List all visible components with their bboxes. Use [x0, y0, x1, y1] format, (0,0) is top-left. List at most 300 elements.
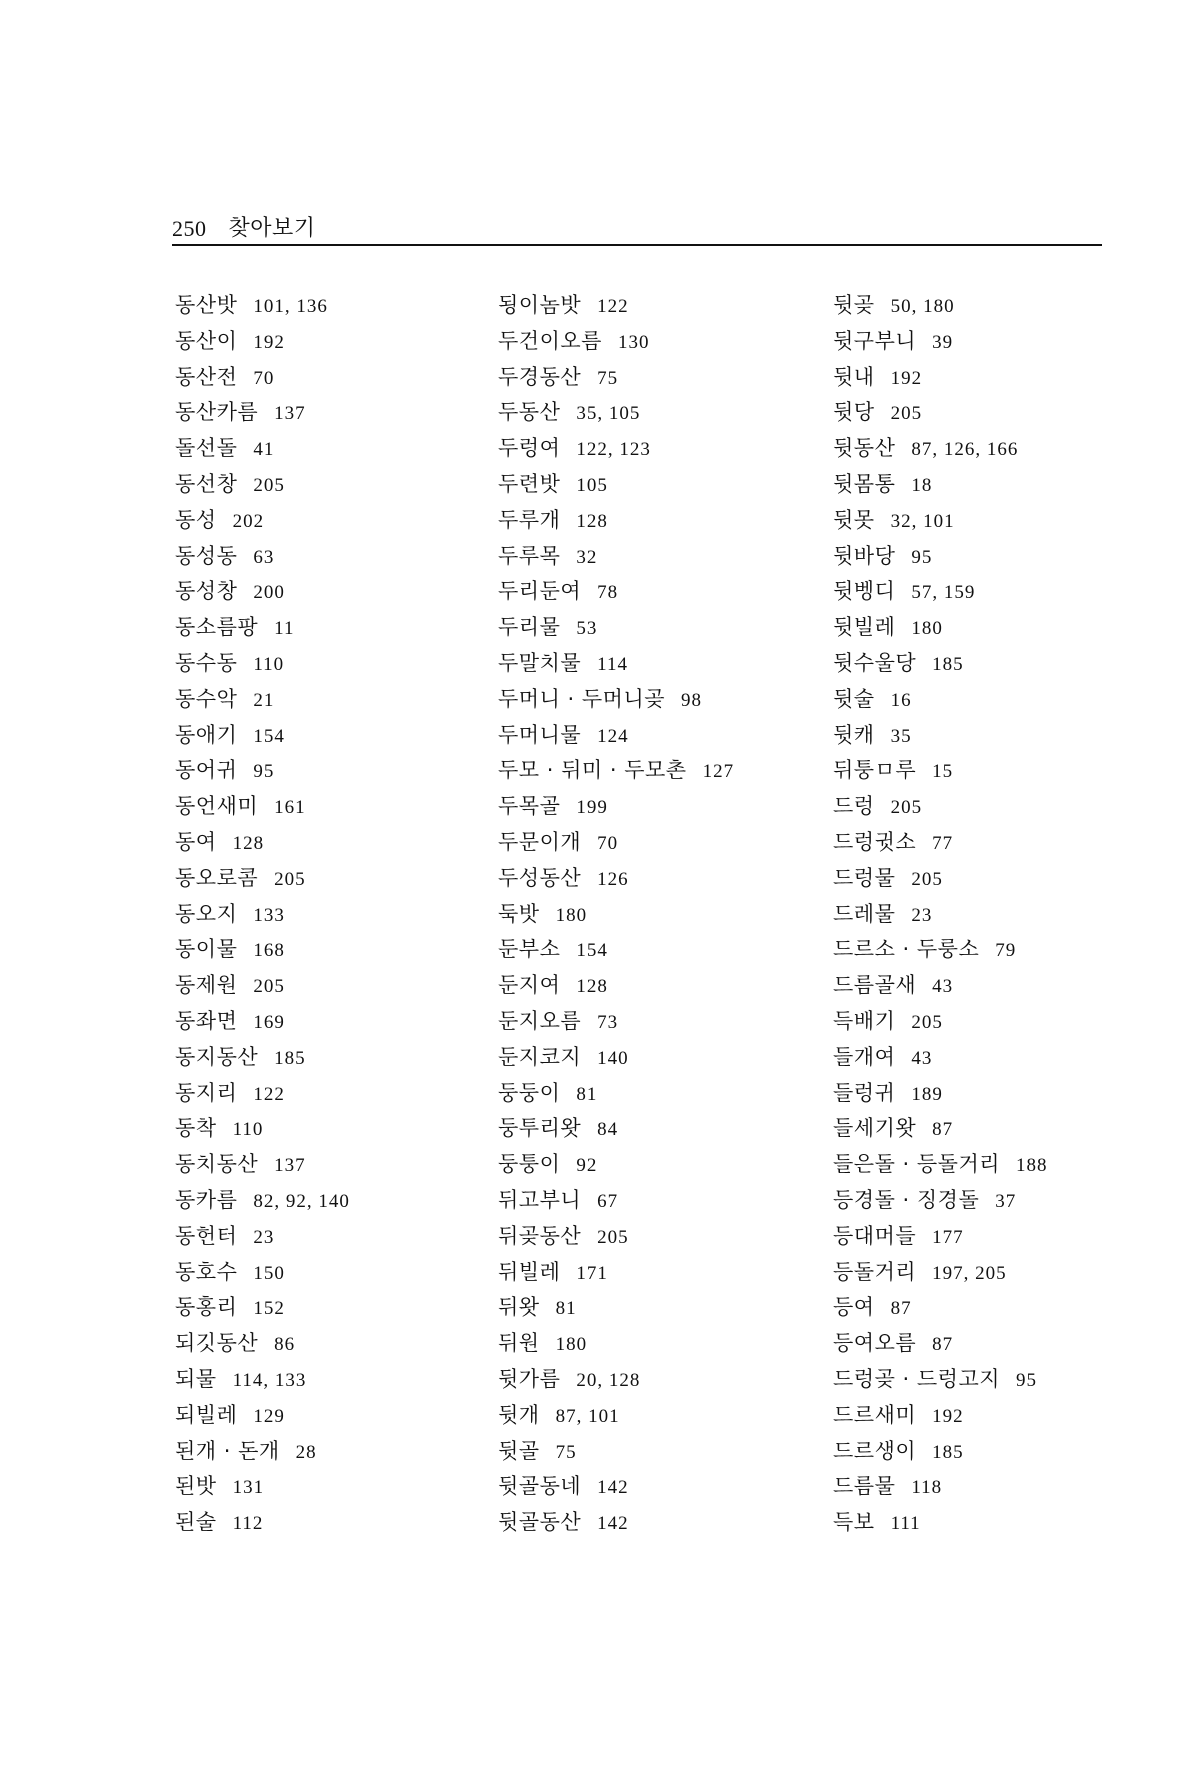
index-term: 된개 · 돈개 — [175, 1438, 280, 1463]
index-page-refs: 43 — [911, 1047, 933, 1069]
index-term: 뒷개 — [498, 1402, 540, 1427]
index-entry — [175, 288, 495, 324]
index-entry — [498, 467, 818, 503]
index-entry — [175, 825, 495, 861]
index-page-refs: 192 — [932, 1405, 964, 1427]
index-term: 동성 — [175, 507, 217, 532]
index-term: 둔지코지 — [498, 1044, 582, 1069]
index-term: 둔지오름 — [498, 1008, 582, 1033]
index-entry — [498, 431, 818, 467]
index-page-refs: 169 — [253, 1011, 285, 1033]
index-entry — [833, 288, 1153, 324]
index-column-3 — [833, 288, 1153, 1541]
index-entry — [833, 1255, 1153, 1291]
index-page-refs: 32 — [576, 546, 598, 568]
index-term: 동산이 — [175, 328, 238, 353]
index-page-refs: 154 — [253, 725, 285, 747]
index-page-refs: 21 — [253, 689, 275, 711]
index-entry — [175, 1505, 495, 1541]
index-term: 돌선돌 — [175, 436, 238, 461]
index-page-refs: 171 — [576, 1262, 608, 1284]
index-term: 드렁귓소 — [833, 829, 917, 854]
index-columns — [0, 288, 1193, 1578]
index-page-refs: 188 — [1016, 1155, 1048, 1177]
index-term: 동치동산 — [175, 1152, 259, 1177]
index-page-refs: 37 — [995, 1190, 1017, 1212]
index-page-refs: 86 — [274, 1334, 296, 1356]
index-entry — [175, 789, 495, 825]
index-page-refs: 20, 128 — [576, 1369, 641, 1391]
index-entry — [498, 1219, 818, 1255]
index-page-refs: 18 — [911, 474, 933, 496]
index-term: 득배기 — [833, 1008, 896, 1033]
index-term: 둑밧 — [498, 901, 540, 926]
index-page-refs: 81 — [555, 1298, 577, 1320]
index-entry — [175, 610, 495, 646]
index-page-refs: 131 — [232, 1477, 265, 1499]
index-entry — [175, 646, 495, 682]
index-page-refs: 75 — [555, 1441, 577, 1463]
index-term: 동호수 — [175, 1259, 238, 1284]
index-term: 두성동산 — [498, 865, 582, 890]
index-entry — [498, 825, 818, 861]
index-term: 되깃동산 — [175, 1331, 259, 1356]
index-term: 동제원 — [175, 973, 238, 998]
index-entry — [175, 503, 495, 539]
index-entry — [833, 360, 1153, 396]
index-term: 두말치물 — [498, 650, 582, 675]
index-entry — [833, 395, 1153, 431]
index-entry — [175, 1111, 495, 1147]
index-term: 등돌거리 — [833, 1259, 917, 1284]
index-entry — [498, 574, 818, 610]
index-term: 뒤왓 — [498, 1295, 540, 1320]
index-term: 동성창 — [175, 579, 238, 604]
index-entry — [833, 1398, 1153, 1434]
index-term: 두련밧 — [498, 471, 561, 496]
page-number: 250 — [172, 216, 207, 241]
index-term: 동애기 — [175, 722, 238, 747]
index-entry — [175, 968, 495, 1004]
index-entry — [833, 324, 1153, 360]
index-term: 드름골새 — [833, 973, 917, 998]
index-page-refs: 205 — [911, 1011, 943, 1033]
index-entry — [175, 539, 495, 575]
index-term: 뒷캐 — [833, 722, 875, 747]
index-page-refs: 50, 180 — [890, 296, 955, 317]
index-term: 두루개 — [498, 507, 561, 532]
index-page-refs: 105 — [576, 474, 608, 496]
index-page-refs: 87 — [932, 1119, 954, 1141]
index-term: 동수악 — [175, 686, 238, 711]
index-entry — [175, 861, 495, 897]
index-entry — [833, 503, 1153, 539]
index-entry — [833, 431, 1153, 467]
index-term: 동홍리 — [175, 1295, 238, 1320]
index-page-refs: 129 — [253, 1405, 285, 1427]
index-page-refs: 185 — [932, 653, 964, 675]
index-entry — [498, 861, 818, 897]
index-entry — [175, 431, 495, 467]
index-term: 뒤퉁ㅁ루 — [833, 758, 917, 783]
index-entry — [175, 324, 495, 360]
index-entry — [833, 1290, 1153, 1326]
index-term: 두머니 · 두머니곶 — [498, 686, 666, 711]
index-term: 두리둔여 — [498, 579, 582, 604]
index-term: 뒷구부니 — [833, 328, 917, 353]
index-page-refs: 122, 123 — [576, 439, 651, 461]
index-term: 동오로콤 — [175, 865, 259, 890]
index-page-refs: 133 — [253, 904, 285, 926]
index-page-refs: 177 — [932, 1226, 964, 1248]
index-term: 동성동 — [175, 543, 238, 568]
index-term: 두루목 — [498, 543, 561, 568]
index-entry — [498, 789, 818, 825]
index-term: 둥퉁이 — [498, 1152, 561, 1177]
index-page-refs: 142 — [597, 1477, 629, 1499]
index-entry — [498, 610, 818, 646]
index-entry — [833, 1111, 1153, 1147]
index-term: 드름물 — [833, 1474, 896, 1499]
index-entry — [833, 682, 1153, 718]
index-entry — [175, 932, 495, 968]
index-page-refs: 114 — [597, 653, 628, 675]
index-term: 두경동산 — [498, 364, 582, 389]
header-rule — [172, 244, 1102, 246]
index-term: 뒤고부니 — [498, 1187, 582, 1212]
index-term: 동여 — [175, 829, 217, 854]
index-term: 뒷골 — [498, 1438, 540, 1463]
index-term: 뒷술 — [833, 686, 875, 711]
index-page-refs: 35, 105 — [576, 403, 641, 425]
index-term: 들세기왓 — [833, 1116, 917, 1141]
index-page-refs: 95 — [911, 546, 933, 568]
index-page-refs: 39 — [932, 331, 954, 353]
index-term: 동수동 — [175, 650, 238, 675]
index-entry — [498, 1469, 818, 1505]
index-page-refs: 189 — [911, 1083, 943, 1105]
index-page-refs: 111 — [890, 1513, 921, 1535]
index-term: 동오지 — [175, 901, 238, 926]
index-term: 둔지여 — [498, 973, 561, 998]
index-term: 등대머들 — [833, 1223, 917, 1248]
index-entry — [498, 932, 818, 968]
index-page-refs: 87 — [890, 1298, 912, 1320]
index-entry — [498, 1004, 818, 1040]
index-page-refs: 67 — [597, 1190, 619, 1212]
index-entry — [833, 718, 1153, 754]
index-entry — [498, 324, 818, 360]
index-term: 드르생이 — [833, 1438, 917, 1463]
index-page-refs: 70 — [597, 832, 619, 854]
index-term: 뒷동산 — [833, 436, 896, 461]
index-entry — [833, 1040, 1153, 1076]
index-page-refs: 150 — [253, 1262, 285, 1284]
index-page-refs: 70 — [253, 367, 275, 389]
index-term: 두동산 — [498, 400, 561, 425]
index-entry — [498, 1076, 818, 1112]
index-page-refs: 32, 101 — [890, 510, 955, 532]
index-page-refs: 128 — [576, 976, 608, 998]
index-entry — [498, 1255, 818, 1291]
index-term: 두리물 — [498, 615, 561, 640]
index-entry — [498, 1326, 818, 1362]
index-term: 득보 — [833, 1510, 875, 1535]
index-entry — [498, 1505, 818, 1541]
index-entry — [833, 610, 1153, 646]
index-page-refs: 75 — [597, 367, 619, 389]
index-page-refs: 95 — [253, 761, 275, 783]
index-entry — [833, 932, 1153, 968]
index-term: 들개여 — [833, 1044, 896, 1069]
index-term: 들렁귀 — [833, 1080, 896, 1105]
index-page-refs: 197, 205 — [932, 1262, 1007, 1284]
index-term: 뒷내 — [833, 364, 875, 389]
index-entry — [175, 1326, 495, 1362]
index-entry — [175, 1255, 495, 1291]
index-entry — [833, 574, 1153, 610]
index-term: 동어귀 — [175, 758, 238, 783]
index-term: 동지동산 — [175, 1044, 259, 1069]
index-entry — [833, 467, 1153, 503]
index-page-refs: 180 — [555, 1334, 588, 1356]
index-entry — [175, 574, 495, 610]
index-page-refs: 124 — [597, 725, 629, 747]
index-entry — [833, 897, 1153, 933]
index-entry — [833, 753, 1153, 789]
index-term: 뒷벵디 — [833, 579, 896, 604]
index-term: 된밧 — [175, 1474, 217, 1499]
index-entry — [175, 1434, 495, 1470]
index-page-refs: 180 — [555, 904, 588, 926]
index-term: 동선창 — [175, 471, 238, 496]
index-entry — [833, 1469, 1153, 1505]
index-entry — [175, 1004, 495, 1040]
index-page-refs: 101, 136 — [253, 296, 328, 317]
index-term: 동카름 — [175, 1187, 238, 1212]
index-page-refs: 128 — [576, 510, 608, 532]
index-page-refs: 142 — [597, 1513, 629, 1535]
index-column-1 — [175, 288, 495, 1541]
index-entry — [175, 395, 495, 431]
index-entry — [175, 1147, 495, 1183]
index-entry — [498, 646, 818, 682]
index-term: 뒤곶동산 — [498, 1223, 582, 1248]
index-term: 동산밧 — [175, 293, 238, 317]
index-page-refs: 180 — [911, 618, 943, 640]
index-entry — [833, 1076, 1153, 1112]
index-term: 둥둥이 — [498, 1080, 561, 1105]
index-entry — [175, 1398, 495, 1434]
index-page-refs: 87, 101 — [555, 1405, 620, 1427]
index-page-refs: 78 — [597, 582, 619, 604]
index-page-refs: 77 — [932, 832, 954, 854]
index-entry — [175, 682, 495, 718]
index-page-refs: 92 — [576, 1155, 598, 1177]
index-entry — [498, 1183, 818, 1219]
index-term: 뒷못 — [833, 507, 875, 532]
index-page-refs: 98 — [681, 689, 703, 711]
index-term: 두렁여 — [498, 436, 561, 461]
index-page-refs: 205 — [890, 797, 923, 819]
index-page-refs: 205 — [597, 1226, 629, 1248]
index-entry — [833, 1219, 1153, 1255]
index-entry — [498, 360, 818, 396]
index-entry — [175, 897, 495, 933]
index-entry — [833, 1147, 1153, 1183]
index-term: 두건이오름 — [498, 328, 602, 353]
index-page-refs: 87 — [932, 1334, 954, 1356]
index-term: 동언새미 — [175, 794, 259, 819]
index-entry — [833, 1505, 1153, 1541]
index-page-refs: 73 — [597, 1011, 619, 1033]
index-entry — [498, 395, 818, 431]
index-entry — [498, 753, 818, 789]
index-term: 뒷몸통 — [833, 471, 896, 496]
index-term: 동소름팡 — [175, 615, 259, 640]
index-page-refs: 23 — [911, 904, 933, 926]
index-page-refs: 122 — [597, 296, 629, 317]
index-term: 드렁곶 · 드렁고지 — [833, 1366, 1001, 1391]
index-page-refs: 126 — [597, 868, 629, 890]
index-term: 뒷곶 — [833, 293, 875, 317]
index-term: 동좌면 — [175, 1008, 238, 1033]
index-page-refs: 161 — [274, 797, 306, 819]
index-page-refs: 81 — [576, 1083, 598, 1105]
index-entry — [833, 825, 1153, 861]
index-term: 뒷수울당 — [833, 650, 917, 675]
index-entry — [498, 718, 818, 754]
index-page-refs: 114, 133 — [232, 1369, 307, 1391]
index-term: 두모 · 뒤미 · 두모촌 — [498, 758, 687, 783]
index-entry — [175, 1076, 495, 1112]
index-page-refs: 35 — [890, 725, 912, 747]
index-page-refs: 185 — [274, 1047, 306, 1069]
index-entry — [833, 1183, 1153, 1219]
index-term: 드레물 — [833, 901, 896, 926]
index-term: 뒤빌레 — [498, 1259, 561, 1284]
index-entry — [833, 539, 1153, 575]
index-entry — [175, 1290, 495, 1326]
index-term: 등경돌 · 징경돌 — [833, 1187, 980, 1212]
index-page-refs: 205 — [890, 403, 923, 425]
index-entry — [498, 1147, 818, 1183]
index-term: 두문이개 — [498, 829, 582, 854]
index-page-refs: 110 — [253, 653, 285, 675]
index-entry — [833, 646, 1153, 682]
index-page-refs: 185 — [932, 1441, 964, 1463]
index-entry — [498, 1362, 818, 1398]
index-page-refs: 192 — [253, 331, 285, 353]
index-page-refs: 15 — [932, 761, 954, 783]
index-term: 드르소 · 두룽소 — [833, 937, 980, 962]
index-page-refs: 84 — [597, 1119, 619, 1141]
index-term: 동헌터 — [175, 1223, 238, 1248]
index-term: 뒷골동네 — [498, 1474, 582, 1499]
index-entry — [833, 1362, 1153, 1398]
index-entry — [175, 360, 495, 396]
index-term: 뒷가름 — [498, 1366, 561, 1391]
index-entry — [175, 1219, 495, 1255]
index-page-refs: 137 — [274, 403, 306, 425]
index-page-refs: 128 — [232, 832, 265, 854]
index-entry — [833, 861, 1153, 897]
index-page-refs: 199 — [576, 797, 608, 819]
index-entry — [498, 1290, 818, 1326]
index-page-refs: 202 — [232, 510, 265, 532]
index-page-refs: 205 — [911, 868, 943, 890]
index-entry — [498, 503, 818, 539]
index-page-refs: 41 — [253, 439, 275, 461]
index-page-refs: 122 — [253, 1083, 285, 1105]
index-term: 동산전 — [175, 364, 238, 389]
index-entry — [175, 1362, 495, 1398]
index-term: 동산카름 — [175, 400, 259, 425]
index-term: 뒷당 — [833, 400, 875, 425]
index-term: 두머니물 — [498, 722, 582, 747]
index-entry — [498, 539, 818, 575]
index-term: 되빌레 — [175, 1402, 238, 1427]
index-page-refs: 87, 126, 166 — [911, 439, 1019, 461]
index-entry — [833, 1004, 1153, 1040]
index-page-refs: 200 — [253, 582, 285, 604]
index-entry — [175, 718, 495, 754]
index-page-refs: 43 — [932, 976, 954, 998]
index-page-refs: 28 — [295, 1441, 317, 1463]
index-entry — [175, 1183, 495, 1219]
index-page-refs: 118 — [911, 1477, 943, 1499]
index-entry — [498, 682, 818, 718]
index-term: 들은돌 · 등돌거리 — [833, 1152, 1001, 1177]
index-term: 뒷골동산 — [498, 1510, 582, 1535]
index-column-2 — [498, 288, 818, 1541]
index-page-refs: 23 — [253, 1226, 275, 1248]
index-page-refs: 53 — [576, 618, 598, 640]
index-entry — [833, 968, 1153, 1004]
index-term: 동지리 — [175, 1080, 238, 1105]
index-term: 된술 — [175, 1510, 217, 1535]
index-term: 드렁물 — [833, 865, 896, 890]
index-page-refs: 112 — [232, 1513, 264, 1535]
index-page-refs: 192 — [890, 367, 923, 389]
index-page-refs: 205 — [253, 976, 285, 998]
index-term: 두목골 — [498, 794, 561, 819]
index-entry — [498, 968, 818, 1004]
running-head — [172, 208, 1102, 242]
index-page-refs: 137 — [274, 1155, 306, 1177]
index-page-refs: 127 — [702, 761, 735, 783]
index-entry — [833, 1434, 1153, 1470]
index-entry — [175, 1040, 495, 1076]
index-entry — [498, 288, 818, 324]
index-page-refs: 130 — [617, 331, 650, 353]
index-page-refs: 82, 92, 140 — [253, 1190, 350, 1212]
index-page-refs: 11 — [274, 618, 295, 640]
index-term: 둥투리왓 — [498, 1116, 582, 1141]
index-term: 드렁 — [833, 794, 875, 819]
index-entry — [498, 1040, 818, 1076]
index-page-refs: 57, 159 — [911, 582, 976, 604]
index-entry — [498, 897, 818, 933]
index-page-refs: 63 — [253, 546, 275, 568]
index-page-refs: 205 — [253, 474, 285, 496]
index-page-refs: 110 — [232, 1119, 264, 1141]
index-term: 등여 — [833, 1295, 875, 1320]
index-page-refs: 95 — [1016, 1369, 1038, 1391]
index-page-refs: 79 — [995, 940, 1017, 962]
index-term: 둔부소 — [498, 937, 561, 962]
index-term: 뒤원 — [498, 1331, 540, 1356]
